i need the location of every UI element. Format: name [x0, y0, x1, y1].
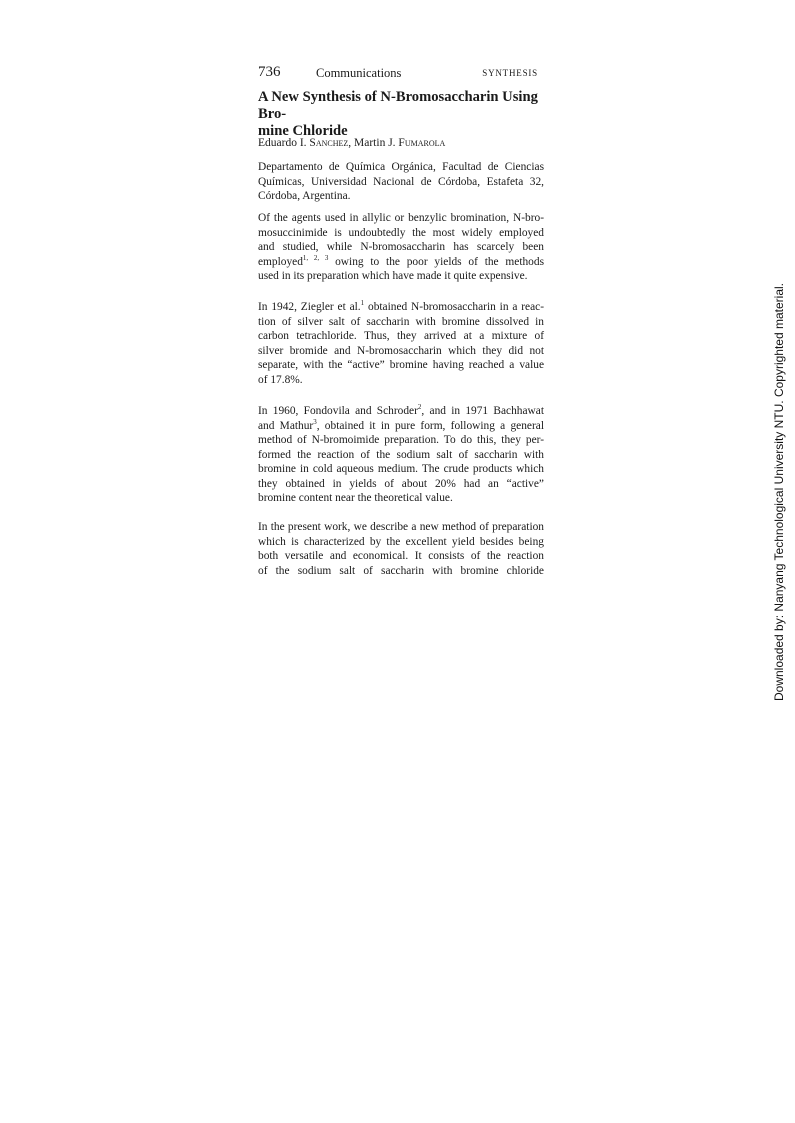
paragraph-4-line-3: both versatile and economical. It consists of the reaction: [258, 550, 544, 562]
author-2-family: Fumarola: [398, 137, 446, 149]
paragraph-3-line-2: [258, 419, 544, 434]
paragraph-4: [258, 520, 544, 578]
paragraph-3-line-1: [258, 404, 544, 419]
running-header: [258, 64, 538, 80]
title-line-2: mine Chloride: [258, 123, 348, 139]
citation-3: 3: [313, 417, 317, 426]
paragraph-2-line-1-b: obtained N-bromosaccharin in a reac-: [364, 301, 544, 313]
paragraph-3: [258, 404, 544, 506]
paragraph-1-line-3: and studied, while N-bromosaccharin has scarcely been: [258, 241, 544, 253]
paragraph-1-line-4-a: employed: [258, 255, 303, 268]
paragraph-1-line-1: Of the agents used in allylic or benzylic bromination, N-bro-: [258, 212, 544, 224]
paragraph-1-line-4-b: owing to the poor yields of the methods: [328, 255, 544, 268]
paragraph-1: [258, 211, 544, 284]
paragraph-1-line-2: mosuccinimide is undoubtedly the most widely employed: [258, 226, 544, 239]
paragraph-3-line-5: bromine in cold aqueous medium. The crude products which: [258, 463, 544, 475]
paragraph-4-line-1: In the present work, we describe a new method of preparation: [258, 521, 544, 533]
paragraph-2-line-1-a: In 1942, Ziegler et al.: [258, 301, 361, 313]
author-1-given: Eduardo I.: [258, 137, 310, 149]
affiliation: Departamento de Química Orgánica, Facultad de Ciencias Químicas, Universidad Nacional de Córdoba, Estafeta 32, Córdoba, Argentina.: [258, 161, 544, 202]
journal-name: SYNTHESIS: [482, 68, 538, 78]
paragraph-3-line-6: they obtained in yields of about 20% had an “active”: [258, 477, 544, 490]
paragraph-3-line-2-a: and Mathur: [258, 419, 314, 432]
citation-2: 2: [417, 403, 422, 412]
paragraph-1-line-4: [258, 255, 544, 270]
journal-section: Communications: [316, 66, 402, 80]
article-title: [258, 89, 550, 140]
author-separator: ,: [348, 137, 355, 149]
paragraph-2-line-1: [258, 300, 544, 315]
paragraph-3-line-2-b: , obtained it in pure form, following a general: [316, 419, 544, 432]
paragraph-3-line-3: method of N-bromoimide preparation. To do this, they per-: [258, 434, 544, 446]
paragraph-2-line-5: separate, with the “active” bromine having reached a value: [258, 359, 544, 371]
paragraph-4-line-4: of the sodium salt of saccharin with bromine chloride: [258, 564, 544, 577]
paragraph-3-line-7: bromine content near the theoretical value.: [258, 492, 453, 504]
download-notice-text: Downloaded by: Nanyang Technological University NTU. Copyrighted material.: [772, 283, 786, 701]
download-notice: [771, 272, 787, 712]
paragraph-4-line-2: which is characterized by the excellent yield besides being: [258, 535, 544, 548]
paragraph-1-line-5: used in its preparation which have made it quite expensive.: [258, 270, 528, 282]
page-number: 736: [258, 64, 281, 80]
paragraph-2-line-2: tion of silver salt of saccharin with bromine dissolved in: [258, 315, 544, 328]
title-line-1: A New Synthesis of N-Bromosaccharin Using Bro-: [258, 89, 538, 122]
citation-1-2-3: 1, 2, 3: [302, 253, 329, 262]
paragraph-3-line-1-b: , and in 1971 Bachhawat: [421, 405, 544, 417]
citation-1: 1: [360, 299, 365, 308]
paragraph-2: [258, 300, 544, 387]
paragraph-2-line-6: of 17.8%.: [258, 373, 303, 386]
author-list: [258, 136, 548, 150]
paragraph-2-line-4: silver bromide and N-bromosaccharin which they did not: [258, 344, 544, 357]
author-1-family: Sanchez: [309, 137, 349, 149]
author-2-given: Martin J.: [354, 137, 399, 149]
paragraph-3-line-1-a: In 1960, Fondovila and Schroder: [258, 405, 418, 417]
paragraph-3-line-4: formed the reaction of the sodium salt of saccharin with: [258, 448, 544, 461]
paragraph-2-line-3: carbon tetrachloride. Thus, they arrived at a mixture of: [258, 330, 544, 342]
